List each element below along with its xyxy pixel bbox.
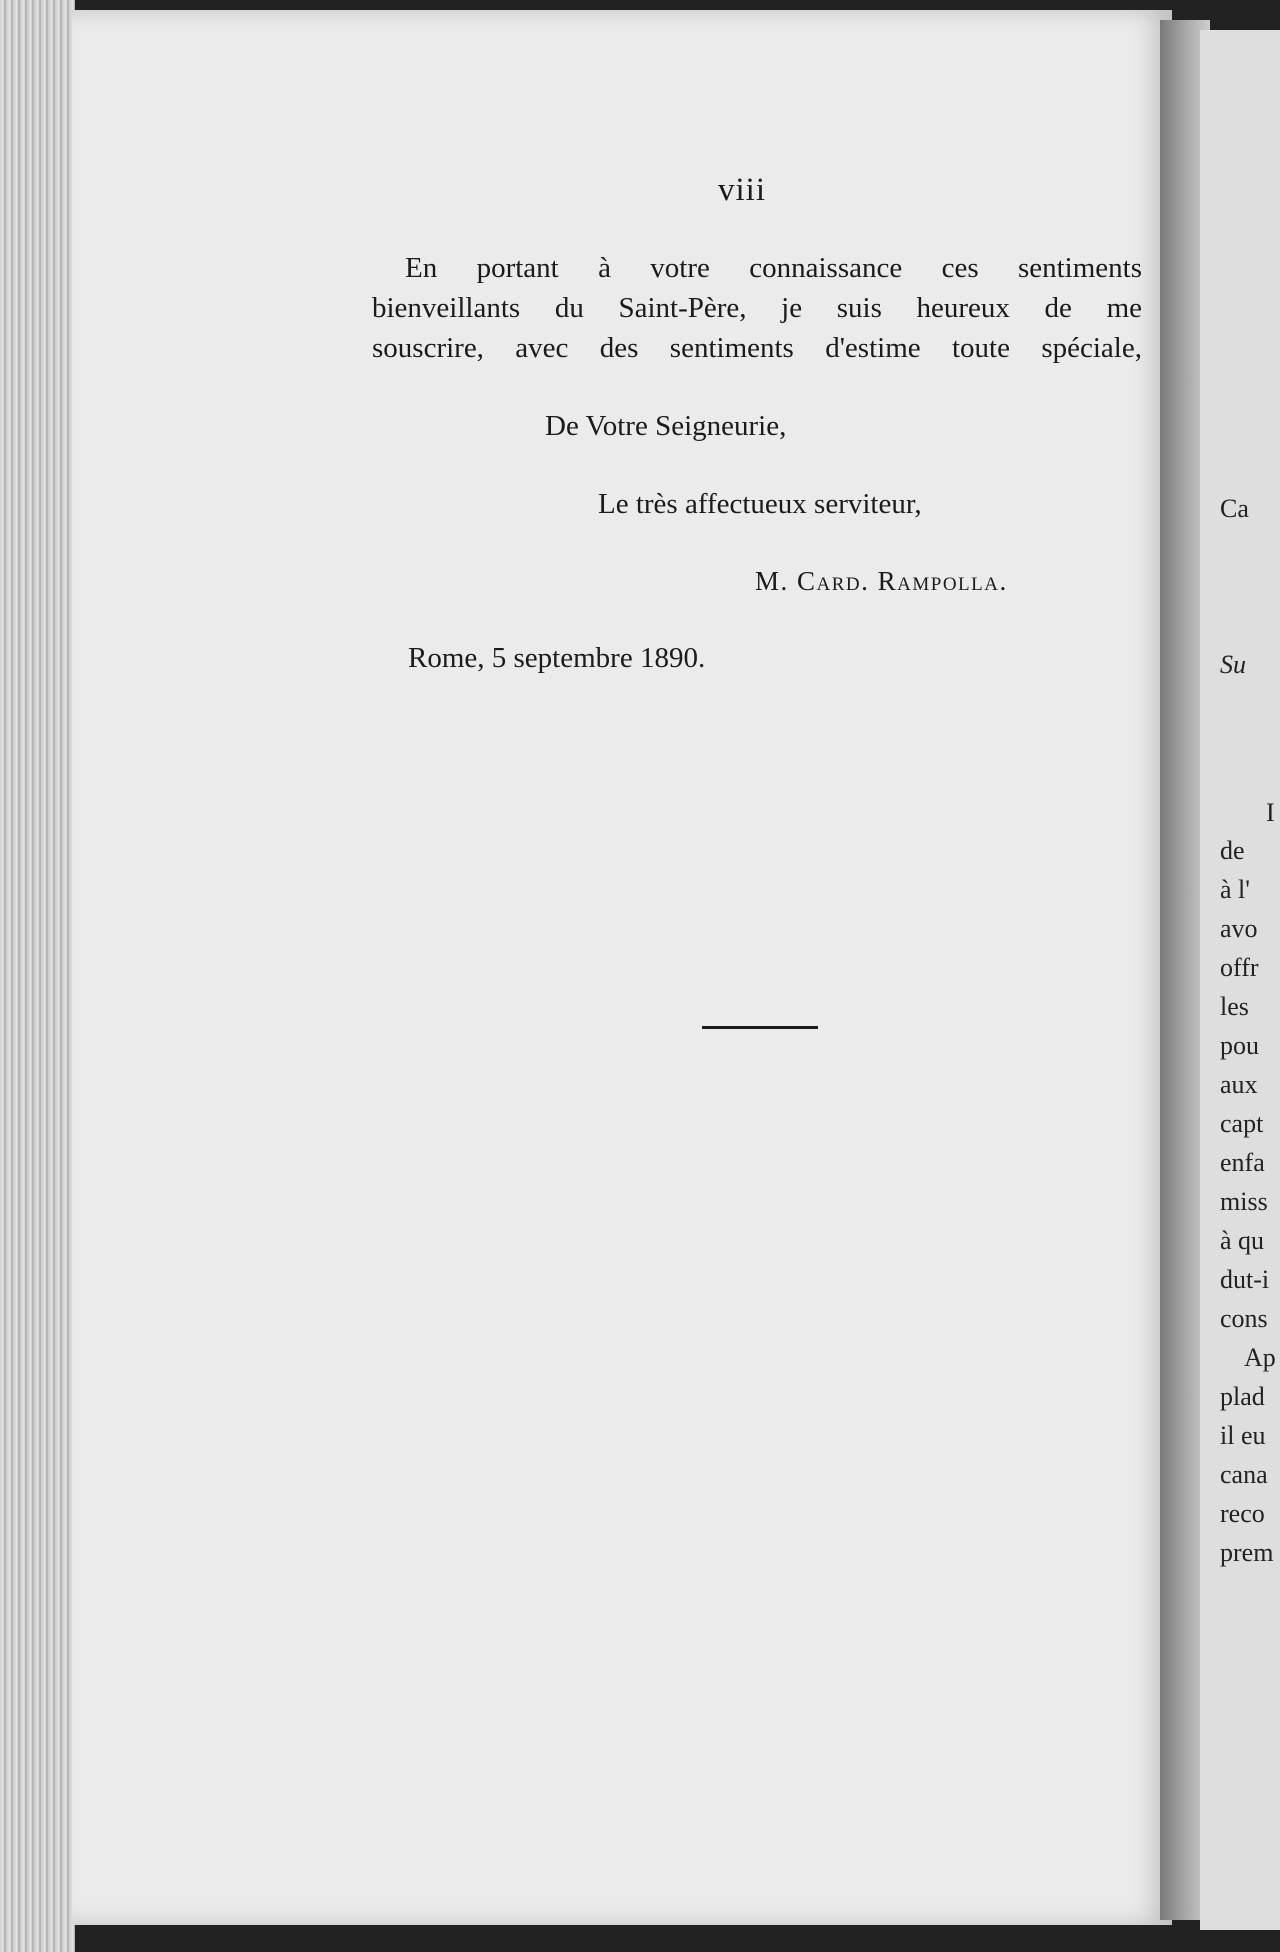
facing-fragment: cana bbox=[1220, 1460, 1268, 1489]
facing-fragment: avo bbox=[1220, 914, 1258, 943]
facing-fragment: I bbox=[1266, 798, 1275, 827]
facing-fragment: pou bbox=[1220, 1031, 1259, 1060]
signature: M. Card. Rampolla. bbox=[755, 566, 1008, 596]
paragraph-line-1: En portant à votre connaissance ces sentiments bbox=[405, 252, 1142, 284]
facing-fragment: plad bbox=[1220, 1382, 1265, 1411]
paragraph-line-3: souscrire, avec des sentiments d'estime toute spéciale, bbox=[372, 332, 1142, 364]
facing-fragment: dut-i bbox=[1220, 1265, 1270, 1294]
facing-fragment: cons bbox=[1220, 1304, 1268, 1333]
facing-fragment: Ca bbox=[1220, 494, 1249, 523]
page-edges bbox=[0, 0, 75, 1952]
facing-fragment: Ap bbox=[1244, 1343, 1276, 1372]
facing-fragment: à qu bbox=[1220, 1226, 1265, 1255]
facing-fragment: les bbox=[1220, 992, 1249, 1021]
closing-line: Le très affectueux serviteur, bbox=[598, 488, 922, 520]
paragraph-line-2: bienveillants du Saint-Père, je suis heureux de me bbox=[372, 292, 1142, 324]
facing-fragment: capt bbox=[1220, 1109, 1264, 1138]
date-line: Rome, 5 septembre 1890. bbox=[408, 642, 706, 674]
facing-fragment: reco bbox=[1220, 1499, 1265, 1528]
facing-fragment: il eu bbox=[1220, 1421, 1266, 1450]
salutation: De Votre Seigneurie, bbox=[545, 410, 787, 442]
facing-fragment: prem bbox=[1220, 1538, 1274, 1567]
section-rule bbox=[702, 1026, 818, 1029]
facing-fragment: Su bbox=[1220, 650, 1246, 679]
facing-fragment: à l' bbox=[1220, 875, 1250, 904]
facing-fragment: de bbox=[1220, 836, 1245, 865]
page-number: viii bbox=[718, 172, 767, 208]
facing-fragment: enfa bbox=[1220, 1148, 1265, 1177]
facing-fragment: offr bbox=[1220, 953, 1259, 982]
facing-fragment: aux bbox=[1220, 1070, 1258, 1099]
facing-fragment: miss bbox=[1220, 1187, 1268, 1216]
